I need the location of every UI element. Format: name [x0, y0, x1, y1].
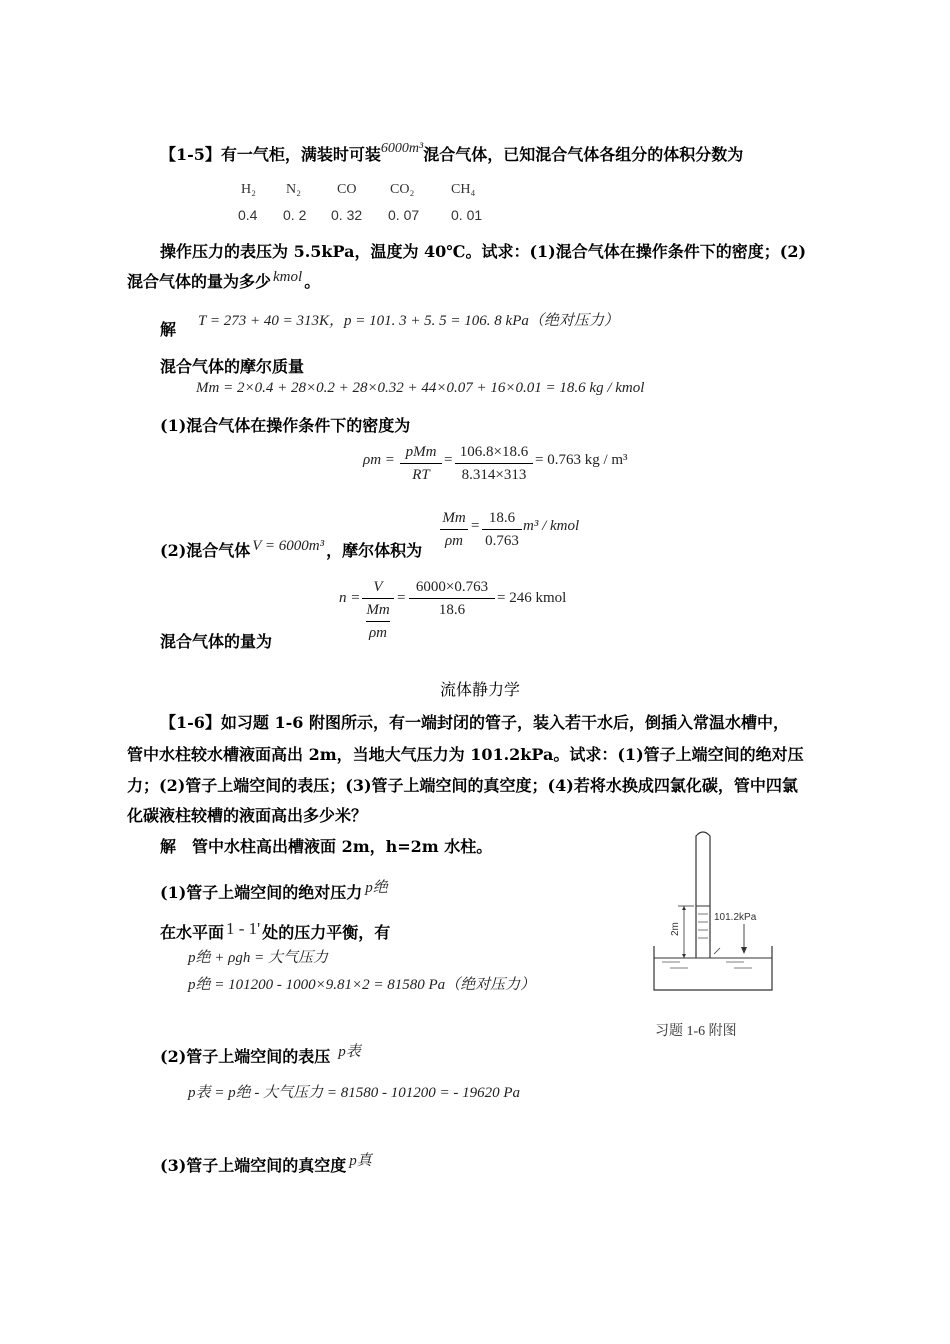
molvol-v: V = 6000m³: [252, 538, 325, 554]
amount-result: = 246 kmol: [497, 590, 567, 606]
figure-caption: 习题 1-6 附图: [655, 1024, 737, 1039]
heading-text: 【1-5】有一气柜，满装时可装: [160, 145, 381, 164]
frac-den: ρm: [444, 533, 464, 549]
amount-lhs: n =: [339, 590, 361, 606]
cond-end: 。: [304, 272, 321, 291]
component-name: N₂: [286, 182, 301, 197]
molvol-fraction-1: [440, 508, 468, 551]
component-value: 0. 2: [283, 207, 307, 223]
pressure-arrow-head: [741, 947, 747, 954]
tube-outline: [696, 832, 710, 958]
q1-title: (1)管子上端空间的绝对压力: [160, 883, 363, 902]
figure-label-h: 2m: [670, 922, 681, 936]
problem-1-5-heading: [160, 142, 743, 165]
balance-line: [160, 920, 390, 943]
condition-line-1: 操作压力的表压为 5.5kPa，温度为 40℃。试求：(1)混合气体在操作条件下的密度；(2): [160, 242, 807, 261]
frac-den: 8.314×313: [461, 467, 527, 483]
molar-volume-line: [160, 538, 422, 561]
component-name: CO₂: [390, 182, 415, 197]
q2-title: (2)管子上端空间的表压: [160, 1047, 331, 1066]
density-title: (1)混合气体在操作条件下的密度为: [160, 416, 411, 435]
frac-num: V: [373, 579, 383, 595]
component-value: 0. 32: [331, 207, 363, 223]
density-fraction-2: [455, 442, 533, 485]
q2-title-line: [160, 1044, 361, 1067]
molvol-unit: m³ / kmol: [523, 518, 580, 534]
component-value: 0. 07: [388, 207, 420, 223]
molar-mass-title: 混合气体的摩尔质量: [160, 357, 305, 376]
equation-1: p绝 + ρgh = 大气压力: [188, 950, 328, 966]
q1-symbol: p绝: [365, 880, 388, 896]
balance-pre: 在水平面: [160, 923, 225, 942]
cond-text: 混合气体的量为多少: [127, 272, 272, 291]
problem-1-6-line-4: 化碳液柱较槽的液面高出多少米？: [127, 806, 368, 825]
component-value: 0. 01: [451, 207, 483, 223]
molar-mass-expr: Mm = 2×0.4 + 28×0.2 + 28×0.32 + 44×0.07 + 16×0.01 = 18.6 kg / kmol: [196, 380, 645, 396]
problem-1-6-solution: 解 管中水柱高出槽液面 2m，h=2m 水柱。: [160, 837, 493, 856]
amount-fraction-1: [362, 577, 394, 643]
amount-fraction-2: [409, 577, 495, 620]
density-fraction-1: [400, 442, 442, 485]
molvol-text-2: ，摩尔体积为: [326, 541, 423, 560]
frac-den: 0.763: [485, 533, 519, 549]
balance-symbol: 1 - 1': [226, 919, 261, 938]
frac-den: Mm: [366, 602, 390, 618]
section-mark: [714, 948, 720, 954]
equation-2: p绝 = 101200 - 1000×9.81×2 = 81580 Pa（绝对压力）: [188, 977, 536, 993]
component-name: CO: [337, 182, 357, 197]
q1-title-line: [160, 880, 388, 903]
heading-tail: 混合气体，已知混合气体各组分的体积分数为: [423, 145, 744, 164]
frac-num: Mm: [442, 510, 466, 526]
frac-num: 6000×0.763: [415, 579, 489, 595]
volume-expr: 6000m³: [380, 141, 424, 156]
problem-1-6-line-1: 【1-6】如习题 1-6 附图所示，有一端封闭的管子，装入若干水后，倒插入常温水槽中，: [160, 713, 789, 732]
solution-expr: T = 273 + 40 = 313K，p = 101. 3 + 5. 5 = 106. 8 kPa（绝对压力）: [198, 313, 619, 329]
frac-num: 18.6: [488, 510, 516, 526]
condition-line-2: [127, 269, 320, 292]
solution-label: 解: [160, 320, 177, 339]
density-result: = 0.763 kg / m³: [535, 452, 628, 468]
molvol-text: (2)混合气体: [160, 541, 251, 560]
amount-title: 混合气体的量为: [160, 632, 273, 651]
equation-3: p表 = p绝 - 大气压力 = 81580 - 101200 = - 19620 Pa: [188, 1085, 521, 1101]
component-name: H₂: [241, 182, 256, 197]
cond-unit: kmol: [273, 269, 303, 285]
problem-1-6-line-3: 力；(2)管子上端空间的表压；(3)管子上端空间的真空度；(4)若将水换成四氯化碳，管中四氯: [127, 776, 798, 795]
molvol-fraction-2: [482, 508, 522, 551]
figure-label-p: 101.2kPa: [714, 912, 757, 923]
frac-den: RT: [412, 467, 430, 483]
component-name: CH₄: [451, 182, 476, 197]
figure-manometer: [640, 828, 790, 998]
q3-title: (3)管子上端空间的真空度: [160, 1156, 347, 1175]
q2-symbol: p表: [338, 1044, 361, 1060]
balance-post: 处的压力平衡，有: [262, 923, 391, 942]
q3-title-line: [160, 1153, 372, 1176]
frac-den-den: ρm: [368, 625, 388, 641]
problem-1-6-line-2: 管中水柱较水槽液面高出 2m，当地大气压力为 101.2kPa。试求：(1)管子上端空间的绝对压: [127, 745, 804, 764]
equals-sign: =: [471, 518, 480, 534]
density-lhs: ρm =: [363, 452, 395, 468]
frac-num: 106.8×18.6: [459, 444, 529, 460]
frac-den: 18.6: [438, 602, 466, 618]
equals-sign: =: [444, 452, 453, 468]
frac-num: pMm: [405, 444, 437, 460]
section-title: 流体静力学: [440, 680, 521, 699]
component-value: 0.4: [238, 207, 258, 223]
q3-symbol: p真: [349, 1153, 372, 1169]
manometer-diagram: [640, 828, 790, 998]
equals-sign: =: [397, 590, 406, 606]
